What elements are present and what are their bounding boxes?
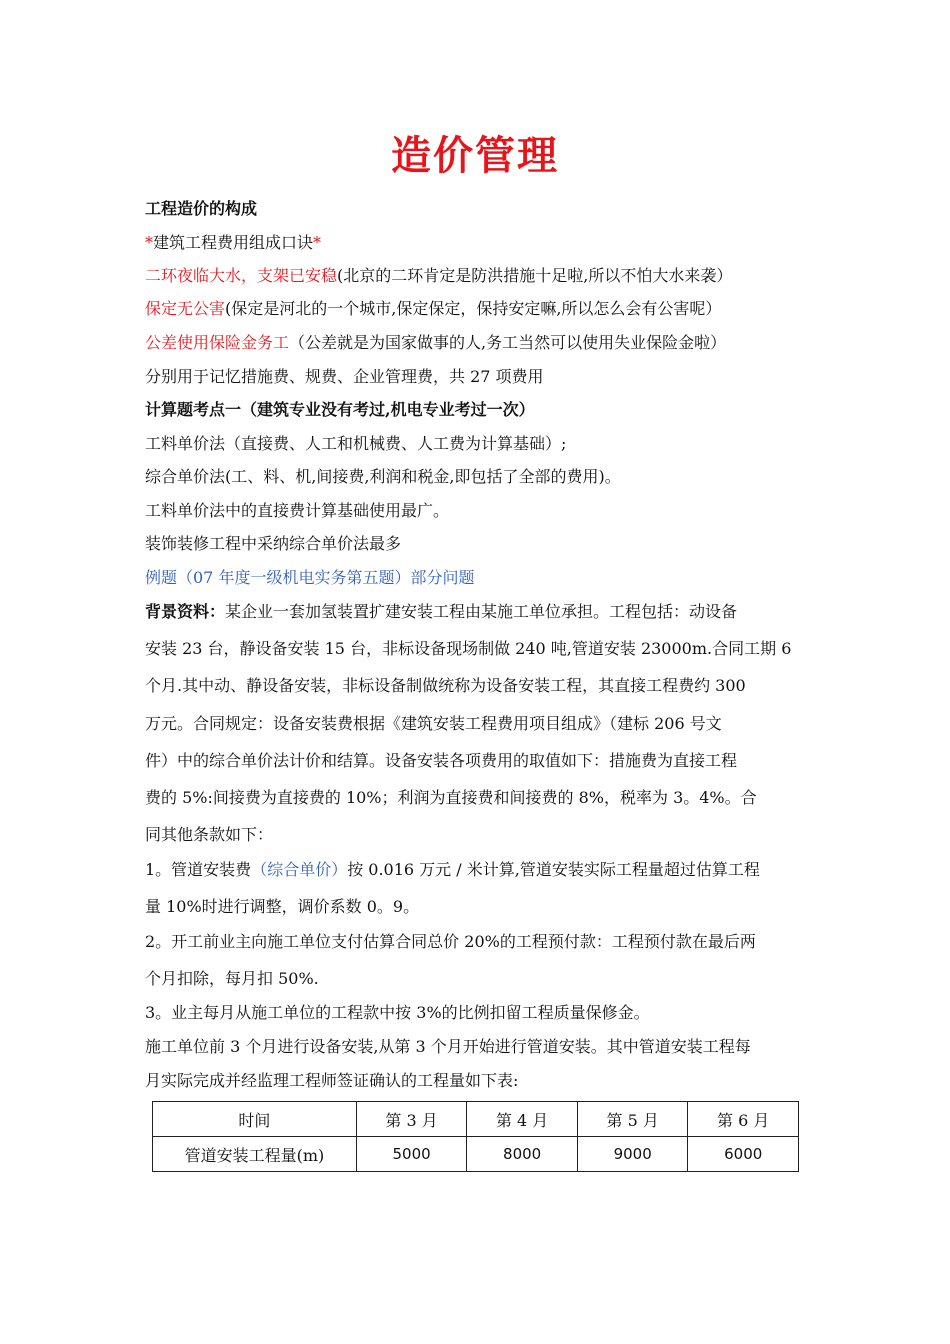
mnemonic-phrase: 公差使用保险金务工 (145, 333, 290, 352)
paragraph-line: 月实际完成并经监理工程师签证确认的工程量如下表: (145, 1071, 519, 1090)
table-header-cell: 第 5 月 (577, 1102, 688, 1137)
mnemonic-line-3 (145, 333, 815, 353)
clause-2-continued: 个月扣除，每月扣 50%. (145, 969, 319, 988)
paragraph-line: 工料单价法中的直接费计算基础使用最广。 (145, 501, 450, 520)
clause-highlight: （综合单价） (251, 860, 348, 879)
mnemonic-line-2 (145, 299, 815, 319)
clause-1-continued: 量 10%时进行调整，调价系数 0。9。 (145, 897, 420, 916)
background-line: 同其他条款如下： (145, 825, 274, 844)
paragraph-line: 工料单价法（直接费、人工和机械费、人工费为计算基础）; (145, 434, 567, 453)
mnemonic-heading (145, 233, 815, 253)
background-line: 件）中的综合单价法计价和结算。设备安装各项费用的取值如下：措施费为直接工程 (145, 751, 738, 770)
background-line: 个月.其中动、静设备安装，非标设备制做统称为设备安装工程，其直接工程费约 300 (145, 676, 746, 695)
section-heading-composition: 工程造价的构成 (145, 199, 258, 218)
background-line (145, 602, 815, 622)
table-header-row (153, 1102, 799, 1137)
table-cell: 5000 (356, 1137, 467, 1172)
mnemonic-explanation: （公差就是为国家做事的人,务工当然可以使用失业保险金啦） (289, 333, 727, 352)
paragraph-line: 综合单价法(工、料、机,间接费,利润和税金,即包括了全部的费用)。 (145, 467, 621, 486)
clause-text: 1。管道安装费 (145, 860, 252, 879)
background-text: 某企业一套加氢装置扩建安装工程由某施工单位承担。工程包括：动设备 (225, 602, 738, 621)
paragraph-line: 施工单位前 3 个月进行设备安装,从第 3 个月开始进行管道安装。其中管道安装工程每 (145, 1037, 751, 1056)
background-line: 费的 5%:间接费为直接费的 10%；利润为直接费和间接费的 8%，税率为 3。4%。合 (145, 788, 757, 807)
page-title: 造价管理 (391, 132, 559, 179)
table-cell: 8000 (467, 1137, 578, 1172)
mnemonic-phrase: 保定无公害 (145, 299, 226, 318)
mnemonic-heading-text: 建筑工程费用组成口诀 (153, 233, 314, 252)
mnemonic-explanation: (保定是河北的一个城市,保定保定，保持安定嘛,所以怎么会有公害呢） (225, 299, 722, 318)
mnemonic-explanation: (北京的二环肯定是防洪措施十足啦,所以不怕大水来袭） (337, 266, 733, 285)
background-line: 万元。合同规定：设备安装费根据《建筑安装工程费用项目组成》（建标 206 号文 (145, 714, 722, 733)
table-header-cell: 第 4 月 (467, 1102, 578, 1137)
background-line: 安装 23 台，静设备安装 15 台，非标设备现场制做 240 吨,管道安装 23000m.合同工期 6 (145, 639, 792, 658)
table-cell: 9000 (577, 1137, 688, 1172)
table-header-cell: 第 6 月 (688, 1102, 799, 1137)
table-cell: 6000 (688, 1137, 799, 1172)
section-heading-exam-point: 计算题考点一（建筑专业没有考过,机电专业考过一次） (145, 400, 535, 419)
table-header-cell: 时间 (153, 1102, 357, 1137)
example-heading: 例题（07 年度一级机电实务第五题）部分问题 (145, 568, 475, 587)
star-icon: * (313, 233, 322, 252)
mnemonic-phrase: 二环夜临大水，支架已安稳 (145, 266, 338, 285)
mnemonic-line-1 (145, 266, 815, 286)
paragraph-line: 装饰装修工程中采纳综合单价法最多 (145, 534, 402, 553)
mnemonic-summary: 分别用于记忆措施费、规费、企业管理费，共 27 项费用 (145, 367, 544, 386)
background-label: 背景资料： (145, 602, 226, 621)
star-icon: * (145, 233, 153, 252)
clause-3: 3。业主每月从施工单位的工程款中按 3%的比例扣留工程质量保修金。 (145, 1003, 650, 1022)
pipe-installation-table (152, 1101, 799, 1172)
table-row (153, 1137, 799, 1172)
table-header-cell: 第 3 月 (356, 1102, 467, 1137)
table-row-label: 管道安装工程量(m) (153, 1137, 357, 1172)
clause-text: 按 0.016 万元 / 米计算,管道安装实际工程量超过估算工程 (347, 860, 760, 879)
clause-1 (145, 860, 815, 880)
clause-2: 2。开工前业主向施工单位支付估算合同总价 20%的工程预付款：工程预付款在最后两 (145, 932, 756, 951)
